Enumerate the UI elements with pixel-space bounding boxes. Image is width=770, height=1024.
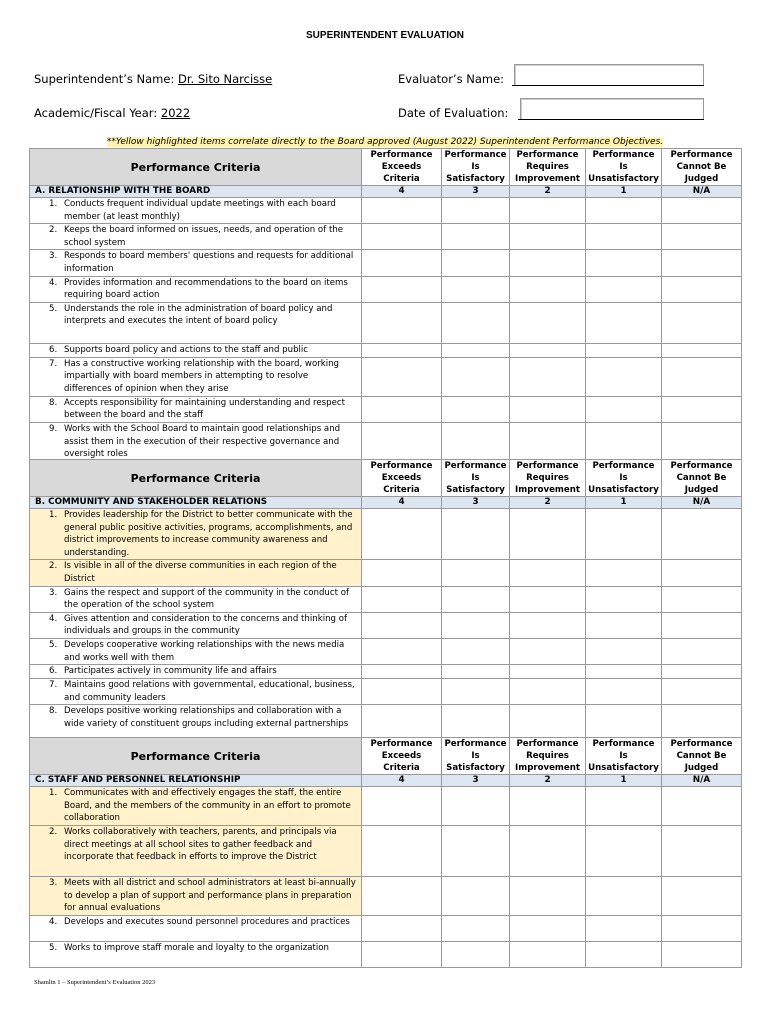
section-row xyxy=(30,497,742,509)
rating-cell[interactable] xyxy=(510,679,586,705)
rating-cell[interactable] xyxy=(510,942,586,968)
rating-cell[interactable] xyxy=(362,198,442,224)
rating-cell[interactable] xyxy=(442,302,510,343)
rating-header-line: Exceeds xyxy=(381,751,422,761)
rating-header-line: Is xyxy=(471,751,480,761)
superintendent-name-label: Superintendent’s Name: xyxy=(34,72,175,86)
rating-cell[interactable] xyxy=(586,679,662,705)
criteria-text: Understands the role in the administration of board policy and interprets and executes the intent of board policy xyxy=(64,303,333,327)
rating-cell[interactable] xyxy=(662,586,742,612)
rating-cell[interactable] xyxy=(586,250,662,276)
criteria-item xyxy=(30,560,362,586)
rating-cell[interactable] xyxy=(442,357,510,396)
rating-column-header xyxy=(442,738,510,775)
rating-header-line: Performance xyxy=(516,739,579,749)
rating-header-line: Performance xyxy=(444,461,507,471)
rating-cell[interactable] xyxy=(662,787,742,826)
rating-score: N/A xyxy=(662,775,742,787)
rating-cell[interactable] xyxy=(662,224,742,250)
criteria-text: Provides information and recommendations to the board on items requiring board action xyxy=(64,277,348,301)
criteria-text: Meets with all district and school administrators at least bi-annually to develop a plan of support and performance plans in preparation for annual evaluations xyxy=(64,878,356,914)
criteria-item xyxy=(30,343,362,357)
rating-cell[interactable] xyxy=(510,638,586,664)
rating-cell[interactable] xyxy=(586,276,662,302)
criteria-row xyxy=(30,509,742,560)
rating-cell[interactable] xyxy=(510,560,586,586)
table-header-row xyxy=(30,149,742,186)
criteria-number: 4. xyxy=(49,917,58,927)
criteria-row xyxy=(30,638,742,664)
rating-cell[interactable] xyxy=(662,612,742,638)
rating-score: N/A xyxy=(662,497,742,509)
rating-header-line: Judged xyxy=(684,174,719,184)
rating-header-line: Performance xyxy=(670,739,733,749)
criteria-row xyxy=(30,396,742,422)
criteria-row xyxy=(30,586,742,612)
rating-header-line: Cannot Be xyxy=(676,751,727,761)
evaluation-table xyxy=(29,737,742,968)
criteria-text: Supports board policy and actions to the staff and public xyxy=(64,344,309,355)
rating-cell[interactable] xyxy=(442,343,510,357)
rating-score: 1 xyxy=(586,497,662,509)
rating-header-line: Exceeds xyxy=(381,473,422,483)
section-title: A. RELATIONSHIP WITH THE BOARD xyxy=(30,186,362,198)
table-header-row xyxy=(30,460,742,497)
criteria-row xyxy=(30,224,742,250)
criteria-row xyxy=(30,679,742,705)
rating-cell[interactable] xyxy=(586,224,662,250)
rating-header-line: Is xyxy=(619,751,628,761)
criteria-row xyxy=(30,942,742,968)
rating-header-line: Criteria xyxy=(383,485,420,495)
criteria-number: 8. xyxy=(49,397,58,408)
criteria-row xyxy=(30,343,742,357)
criteria-text: Works to improve staff morale and loyalty to the organization xyxy=(64,943,329,953)
rating-column-header xyxy=(586,738,662,775)
criteria-text: Develops cooperative working relationships with the news media and works well with them xyxy=(64,639,345,663)
criteria-row xyxy=(30,276,742,302)
rating-cell[interactable] xyxy=(586,357,662,396)
rating-column-header xyxy=(362,460,442,497)
rating-cell[interactable] xyxy=(662,422,742,461)
rating-cell[interactable] xyxy=(362,665,442,679)
rating-score: 3 xyxy=(442,186,510,198)
rating-cell[interactable] xyxy=(662,679,742,705)
rating-cell[interactable] xyxy=(586,198,662,224)
criteria-number: 6. xyxy=(49,344,58,355)
criteria-item xyxy=(30,586,362,612)
rating-cell[interactable] xyxy=(510,357,586,396)
rating-cell[interactable] xyxy=(586,586,662,612)
rating-cell[interactable] xyxy=(510,302,586,343)
fiscal-year-field xyxy=(34,106,190,120)
rating-cell[interactable] xyxy=(662,916,742,942)
rating-cell[interactable] xyxy=(442,665,510,679)
rating-cell[interactable] xyxy=(362,942,442,968)
rating-cell[interactable] xyxy=(510,877,586,916)
criteria-header: Performance Criteria xyxy=(30,738,362,775)
rating-score: 4 xyxy=(362,497,442,509)
criteria-row xyxy=(30,665,742,679)
rating-cell[interactable] xyxy=(510,343,586,357)
criteria-number: 2. xyxy=(49,827,58,837)
rating-header-line: Cannot Be xyxy=(676,162,727,172)
rating-cell[interactable] xyxy=(662,826,742,877)
rating-header-line: Performance xyxy=(670,461,733,471)
rating-cell[interactable] xyxy=(586,396,662,422)
rating-cell[interactable] xyxy=(662,302,742,343)
rating-cell[interactable] xyxy=(586,612,662,638)
criteria-text: Maintains good relations with governmental, educational, business, and community leaders xyxy=(64,680,355,703)
rating-header-line: Performance xyxy=(592,739,655,749)
rating-cell[interactable] xyxy=(510,916,586,942)
rating-header-line: Performance xyxy=(370,739,433,749)
fiscal-year-value: 2022 xyxy=(160,106,191,120)
rating-cell[interactable] xyxy=(510,586,586,612)
rating-cell[interactable] xyxy=(662,509,742,560)
rating-column-header xyxy=(510,460,586,497)
rating-cell[interactable] xyxy=(442,942,510,968)
criteria-item xyxy=(30,679,362,705)
criteria-number: 4. xyxy=(49,277,58,288)
rating-cell[interactable] xyxy=(662,343,742,357)
criteria-number: 5. xyxy=(49,639,58,650)
criteria-row xyxy=(30,357,742,396)
rating-header-line: Criteria xyxy=(383,763,420,773)
evaluation-table xyxy=(29,459,742,744)
rating-header-line: Performance xyxy=(444,739,507,749)
criteria-text: Conducts frequent individual update meetings with each board member (at least monthly) xyxy=(64,199,336,222)
rating-header-line: Judged xyxy=(684,485,719,495)
criteria-number: 7. xyxy=(49,680,58,691)
criteria-item xyxy=(30,396,362,422)
criteria-row xyxy=(30,302,742,343)
criteria-number: 9. xyxy=(49,423,58,434)
evaluation-date-input[interactable] xyxy=(520,98,704,120)
criteria-text: Develops positive working relationships and collaboration with a wide variety of constituent groups including external partnerships xyxy=(64,706,349,729)
section-row xyxy=(30,186,742,198)
rating-cell[interactable] xyxy=(662,276,742,302)
rating-header-line: Performance xyxy=(592,150,655,160)
criteria-text: Develops and executes sound personnel procedures and practices xyxy=(64,917,350,927)
rating-cell[interactable] xyxy=(442,638,510,664)
criteria-header: Performance Criteria xyxy=(30,149,362,186)
rating-score: 1 xyxy=(586,775,662,787)
rating-cell[interactable] xyxy=(662,638,742,664)
criteria-text: Keeps the board informed on issues, needs, and operation of the school system xyxy=(64,225,344,248)
criteria-number: 3. xyxy=(49,587,58,598)
rating-column-header xyxy=(662,738,742,775)
rating-header-line: Performance xyxy=(444,150,507,160)
rating-cell[interactable] xyxy=(510,826,586,877)
rating-score: 2 xyxy=(510,186,586,198)
rating-header-line: Exceeds xyxy=(381,162,422,172)
criteria-text: Communicates with and effectively engages the staff, the entire Board, and the members of the community in an effort to promote collaboration xyxy=(64,788,351,824)
rating-header-line: Requires xyxy=(526,751,569,761)
rating-cell[interactable] xyxy=(362,826,442,877)
criteria-number: 3. xyxy=(49,878,58,888)
rating-cell[interactable] xyxy=(662,665,742,679)
rating-cell[interactable] xyxy=(362,250,442,276)
rating-cell[interactable] xyxy=(510,509,586,560)
criteria-item xyxy=(30,612,362,638)
rating-header-line: Requires xyxy=(526,162,569,172)
evaluator-name-underline xyxy=(512,85,704,86)
criteria-row xyxy=(30,826,742,877)
rating-header-line: Unsatisfactory xyxy=(588,174,659,184)
superintendent-name-field xyxy=(34,72,272,86)
criteria-text: Works with the School Board to maintain good relationships and assist them in the execution of their respective governance and oversight roles xyxy=(64,423,341,460)
evaluation-date-underline xyxy=(518,119,704,120)
rating-cell[interactable] xyxy=(586,787,662,826)
criteria-item xyxy=(30,509,362,560)
rating-score: 3 xyxy=(442,497,510,509)
rating-cell[interactable] xyxy=(586,942,662,968)
rating-cell[interactable] xyxy=(362,276,442,302)
rating-header-line: Performance xyxy=(670,150,733,160)
rating-cell[interactable] xyxy=(362,787,442,826)
rating-cell[interactable] xyxy=(442,396,510,422)
section-title: C. STAFF AND PERSONNEL RELATIONSHIP xyxy=(30,775,362,787)
rating-header-line: Is xyxy=(619,162,628,172)
rating-column-header xyxy=(510,738,586,775)
rating-header-line: Improvement xyxy=(515,485,580,495)
criteria-number: 3. xyxy=(49,251,58,262)
rating-cell[interactable] xyxy=(586,560,662,586)
rating-cell[interactable] xyxy=(442,916,510,942)
rating-cell[interactable] xyxy=(662,396,742,422)
rating-cell[interactable] xyxy=(662,877,742,916)
rating-header-line: Is xyxy=(471,473,480,483)
rating-header-line: Is xyxy=(619,473,628,483)
rating-header-line: Performance xyxy=(370,150,433,160)
superintendent-name-value: Dr. Sito Narcisse xyxy=(177,72,273,86)
rating-column-header xyxy=(586,149,662,186)
rating-cell[interactable] xyxy=(510,787,586,826)
criteria-text: Provides leadership for the District to better communicate with the general public positive activities, programs, accomplishments, and district improvements to increase community awareness and understanding. xyxy=(64,510,353,558)
page-footer: Shamlin 1 – Superintendent’s Evaluation 2023 xyxy=(34,979,156,986)
criteria-number: 5. xyxy=(49,943,58,953)
rating-cell[interactable] xyxy=(362,638,442,664)
criteria-number: 7. xyxy=(49,358,58,369)
criteria-row xyxy=(30,612,742,638)
fiscal-year-label: Academic/Fiscal Year: xyxy=(34,106,158,120)
rating-cell[interactable] xyxy=(362,396,442,422)
rating-cell[interactable] xyxy=(586,638,662,664)
rating-cell[interactable] xyxy=(510,224,586,250)
rating-header-line: Satisfactory xyxy=(446,174,505,184)
rating-cell[interactable] xyxy=(510,612,586,638)
rating-header-line: Criteria xyxy=(383,174,420,184)
criteria-text: Gives attention and consideration to the concerns and thinking of individuals and groups in the community xyxy=(64,613,347,637)
rating-header-line: Improvement xyxy=(515,763,580,773)
rating-column-header xyxy=(510,149,586,186)
rating-column-header xyxy=(442,460,510,497)
rating-score: 1 xyxy=(586,186,662,198)
rating-cell[interactable] xyxy=(510,250,586,276)
evaluation-table xyxy=(29,148,742,462)
criteria-number: 5. xyxy=(49,303,58,314)
criteria-row xyxy=(30,916,742,942)
criteria-row xyxy=(30,560,742,586)
rating-score: 2 xyxy=(510,775,586,787)
criteria-number: 8. xyxy=(49,706,58,717)
rating-cell[interactable] xyxy=(442,679,510,705)
evaluator-name-label: Evaluator’s Name: xyxy=(398,72,505,86)
criteria-text: Participates actively in community life and affairs xyxy=(64,666,277,677)
rating-cell[interactable] xyxy=(442,422,510,461)
rating-cell[interactable] xyxy=(586,665,662,679)
rating-cell[interactable] xyxy=(662,250,742,276)
rating-column-header xyxy=(662,460,742,497)
criteria-number: 1. xyxy=(49,199,58,209)
rating-column-header xyxy=(442,149,510,186)
rating-header-line: Unsatisfactory xyxy=(588,485,659,495)
criteria-item xyxy=(30,877,362,916)
rating-header-line: Unsatisfactory xyxy=(588,763,659,773)
rating-header-line: Improvement xyxy=(515,174,580,184)
table-header-row xyxy=(30,738,742,775)
criteria-item xyxy=(30,224,362,250)
rating-score: 2 xyxy=(510,497,586,509)
criteria-item xyxy=(30,276,362,302)
criteria-item xyxy=(30,357,362,396)
evaluation-date-label: Date of Evaluation: xyxy=(398,106,509,120)
rating-header-line: Performance xyxy=(370,461,433,471)
rating-cell[interactable] xyxy=(662,560,742,586)
rating-cell[interactable] xyxy=(442,826,510,877)
rating-column-header xyxy=(586,460,662,497)
criteria-item xyxy=(30,826,362,877)
criteria-item xyxy=(30,422,362,461)
rating-cell[interactable] xyxy=(362,612,442,638)
rating-cell[interactable] xyxy=(510,665,586,679)
criteria-item xyxy=(30,916,362,942)
criteria-number: 2. xyxy=(49,561,58,572)
criteria-number: 4. xyxy=(49,613,58,624)
rating-cell[interactable] xyxy=(362,302,442,343)
rating-cell[interactable] xyxy=(442,877,510,916)
rating-cell[interactable] xyxy=(362,422,442,461)
rating-cell[interactable] xyxy=(442,276,510,302)
section-row xyxy=(30,775,742,787)
criteria-number: 2. xyxy=(49,225,58,236)
rating-header-line: Requires xyxy=(526,473,569,483)
rating-cell[interactable] xyxy=(510,422,586,461)
document-title: SUPERINTENDENT EVALUATION xyxy=(306,30,464,41)
criteria-item xyxy=(30,665,362,679)
criteria-text: Accepts responsibility for maintaining understanding and respect between the board and the staff xyxy=(64,397,345,421)
rating-cell[interactable] xyxy=(362,560,442,586)
rating-cell[interactable] xyxy=(442,224,510,250)
rating-cell[interactable] xyxy=(362,224,442,250)
rating-cell[interactable] xyxy=(586,343,662,357)
rating-header-line: Satisfactory xyxy=(446,763,505,773)
rating-column-header xyxy=(662,149,742,186)
rating-cell[interactable] xyxy=(586,916,662,942)
criteria-number: 1. xyxy=(49,510,58,520)
rating-cell[interactable] xyxy=(442,560,510,586)
criteria-text: Has a constructive working relationship with the board, working impartially with board members in attempting to resolve differences of opinion when they arise xyxy=(64,358,340,394)
rating-cell[interactable] xyxy=(362,509,442,560)
criteria-item xyxy=(30,302,362,343)
rating-cell[interactable] xyxy=(442,198,510,224)
rating-score: 4 xyxy=(362,186,442,198)
rating-cell[interactable] xyxy=(586,826,662,877)
rating-cell[interactable] xyxy=(362,357,442,396)
rating-cell[interactable] xyxy=(586,302,662,343)
rating-header-line: Satisfactory xyxy=(446,485,505,495)
criteria-row xyxy=(30,422,742,461)
criteria-row xyxy=(30,787,742,826)
criteria-text: Is visible in all of the diverse communities in each region of the District xyxy=(64,561,337,584)
rating-cell[interactable] xyxy=(510,396,586,422)
rating-cell[interactable] xyxy=(362,586,442,612)
section-title: B. COMMUNITY AND STAKEHOLDER RELATIONS xyxy=(30,497,362,509)
highlight-note-text: **Yellow highlighted items correlate directly to the Board approved (August 2022) Superintendent Performance Objectives. xyxy=(106,137,664,147)
rating-cell[interactable] xyxy=(586,877,662,916)
rating-cell[interactable] xyxy=(586,422,662,461)
rating-score: 3 xyxy=(442,775,510,787)
rating-header-line: Performance xyxy=(516,461,579,471)
rating-cell[interactable] xyxy=(662,942,742,968)
rating-column-header xyxy=(362,738,442,775)
rating-header-line: Is xyxy=(471,162,480,172)
criteria-row xyxy=(30,877,742,916)
rating-cell[interactable] xyxy=(362,343,442,357)
criteria-text: Gains the respect and support of the community in the conduct of the operation of the school system xyxy=(64,587,349,611)
rating-header-line: Performance xyxy=(516,150,579,160)
evaluator-name-input[interactable] xyxy=(514,64,704,86)
rating-cell[interactable] xyxy=(442,612,510,638)
criteria-item xyxy=(30,942,362,968)
criteria-number: 6. xyxy=(49,666,58,677)
rating-header-line: Cannot Be xyxy=(676,473,727,483)
criteria-row xyxy=(30,198,742,224)
rating-header-line: Judged xyxy=(684,763,719,773)
rating-cell[interactable] xyxy=(362,679,442,705)
criteria-item xyxy=(30,638,362,664)
rating-cell[interactable] xyxy=(362,916,442,942)
rating-header-line: Performance xyxy=(592,461,655,471)
criteria-text: Responds to board members' questions and requests for additional information xyxy=(64,251,354,274)
criteria-item xyxy=(30,198,362,224)
rating-cell[interactable] xyxy=(586,509,662,560)
rating-cell[interactable] xyxy=(662,357,742,396)
rating-score: N/A xyxy=(662,186,742,198)
rating-cell[interactable] xyxy=(442,509,510,560)
rating-cell[interactable] xyxy=(510,276,586,302)
rating-column-header xyxy=(362,149,442,186)
criteria-text: Works collaboratively with teachers, parents, and principals via direct meetings at all school sites to gather feedback and incorporate that feedback in efforts to improve the District xyxy=(64,827,337,863)
rating-cell[interactable] xyxy=(442,586,510,612)
criteria-number: 1. xyxy=(49,788,58,798)
criteria-item xyxy=(30,787,362,826)
rating-cell[interactable] xyxy=(362,877,442,916)
criteria-header: Performance Criteria xyxy=(30,460,362,497)
rating-cell[interactable] xyxy=(510,198,586,224)
rating-score: 4 xyxy=(362,775,442,787)
rating-cell[interactable] xyxy=(442,787,510,826)
criteria-row xyxy=(30,250,742,276)
highlight-note xyxy=(0,137,770,147)
rating-cell[interactable] xyxy=(442,250,510,276)
rating-cell[interactable] xyxy=(662,198,742,224)
criteria-item xyxy=(30,250,362,276)
